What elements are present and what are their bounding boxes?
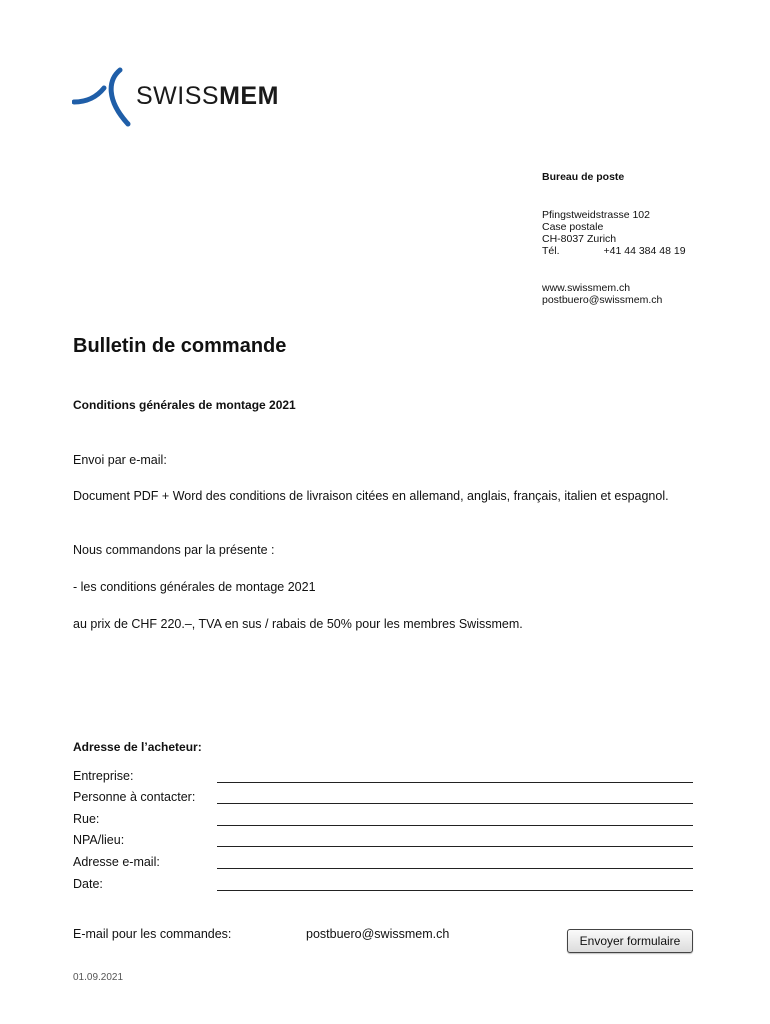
phone-label: Tél.	[542, 245, 560, 257]
zip-city-label: NPA/lieu:	[73, 833, 125, 847]
contact-person-field[interactable]	[217, 803, 693, 804]
delivery-label: Envoi par e-mail:	[73, 453, 167, 467]
contact-person-label: Personne à contacter:	[73, 790, 196, 804]
form-row-street	[73, 812, 693, 832]
phone-number: +41 44 384 48 19	[603, 245, 686, 257]
address-title: Bureau de poste	[542, 171, 625, 183]
form-row-company	[73, 769, 693, 789]
email-label: Adresse e-mail:	[73, 855, 160, 869]
contact-block	[542, 282, 662, 306]
form-row-contact-person	[73, 790, 693, 810]
orders-email-label: E-mail pour les commandes:	[73, 927, 232, 941]
delivery-text: Document PDF + Word des conditions de livraison citées en allemand, anglais, français, italien et espagnol.	[73, 489, 669, 503]
document-date: 01.09.2021	[73, 972, 124, 983]
address-phone	[542, 245, 686, 257]
orders-email-link[interactable]: postbuero@swissmem.ch	[306, 927, 450, 941]
order-intro: Nous commandons par la présente :	[73, 543, 275, 557]
company-label: Entreprise:	[73, 769, 134, 783]
date-field[interactable]	[217, 890, 693, 891]
website-link[interactable]: www.swissmem.ch	[542, 282, 631, 294]
order-item: - les conditions générales de montage 2021	[73, 580, 316, 594]
address-block	[542, 209, 686, 257]
page-title: Bulletin de commande	[73, 335, 287, 357]
street-label: Rue:	[73, 812, 100, 826]
email-field[interactable]	[217, 868, 693, 869]
swissmem-swoosh-icon	[72, 66, 136, 130]
swissmem-logo	[72, 66, 292, 130]
document-subtitle: Conditions générales de montage 2021	[73, 398, 296, 412]
zip-city-field[interactable]	[217, 846, 693, 847]
date-label: Date:	[73, 877, 103, 891]
price-text: au prix de CHF 220.–, TVA en sus / rabais de 50% pour les membres Swissmem.	[73, 617, 523, 631]
contact-email-link[interactable]: postbuero@swissmem.ch	[542, 294, 663, 306]
address-city: CH-8037 Zurich	[542, 233, 617, 245]
buyer-address-heading: Adresse de l’acheteur:	[73, 740, 202, 754]
address-postbox: Case postale	[542, 221, 604, 233]
logo-wordmark: SWISSMEM	[136, 82, 279, 110]
form-row-date	[73, 877, 693, 897]
form-row-email	[73, 855, 693, 875]
address-street: Pfingstweidstrasse 102	[542, 209, 650, 221]
street-field[interactable]	[217, 825, 693, 826]
form-row-zip-city	[73, 833, 693, 853]
submit-form-button[interactable]: Envoyer formulaire	[567, 929, 693, 953]
company-field[interactable]	[217, 782, 693, 783]
